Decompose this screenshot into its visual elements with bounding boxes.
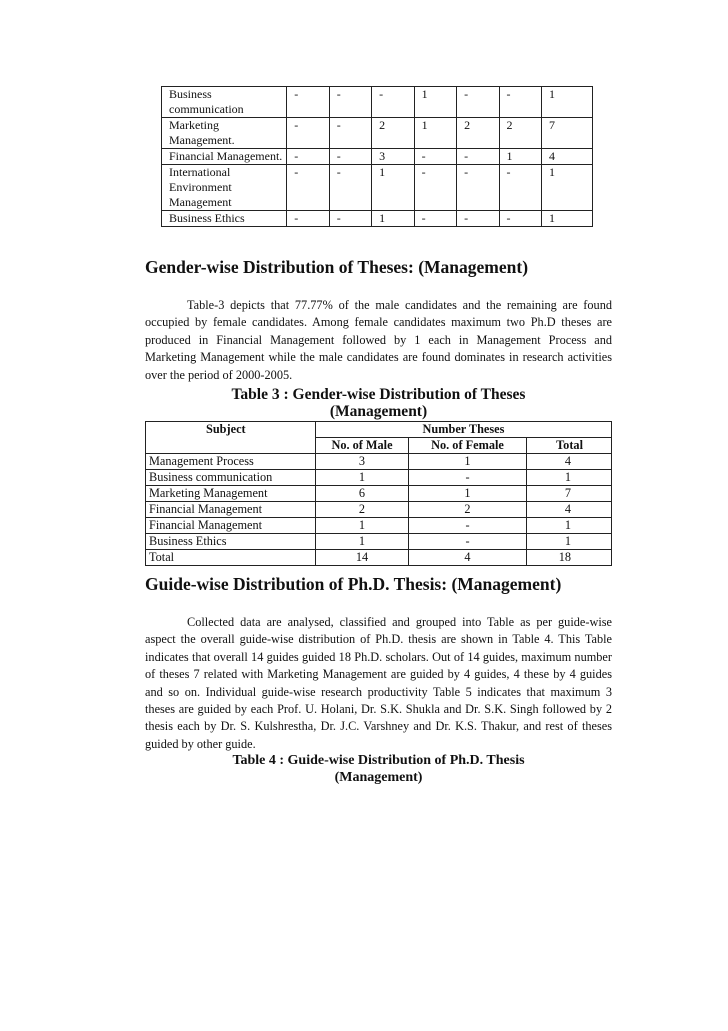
row-value: 3 — [372, 149, 414, 165]
row-value: - — [287, 211, 329, 227]
row-value: - — [414, 165, 456, 211]
table3-caption-line1: Table 3 : Gender-wise Distribution of Theses — [231, 386, 526, 403]
row-value: 2 — [372, 118, 414, 149]
row-value: - — [457, 165, 499, 211]
row-value: - — [414, 149, 456, 165]
gender-wise-paragraph-text: Table-3 depicts that 77.77% of the male candidates and the remaining are found occupied by female candidates. Among female candidates maximum two Ph.D theses are produced in Financial Management followed by 1 each in Management Process and Marketing Management while the male candidates are found dominates in research activities over the period of 2000-2005. — [145, 298, 612, 382]
row-value: - — [457, 211, 499, 227]
row-subject: International Environment Management — [162, 165, 287, 211]
previous-table-row — [162, 165, 593, 211]
table4-caption-line1: Table 4 : Guide-wise Distribution of Ph.D. Thesis — [232, 753, 525, 768]
table3-cell-total: 7 — [527, 486, 612, 502]
previous-table-row — [162, 211, 593, 227]
table3-cell-female: - — [409, 534, 527, 550]
row-value: 7 — [541, 118, 592, 149]
table-row — [146, 502, 612, 518]
table3-cell-subject: Business Ethics — [146, 534, 316, 550]
table3-col-male: No. of Male — [316, 438, 409, 454]
previous-table — [161, 86, 593, 227]
row-value: 4 — [541, 149, 592, 165]
table3-cell-subject: Financial Management — [146, 518, 316, 534]
table3-cell-total: 1 — [527, 518, 612, 534]
table3-cell-subject: Total — [146, 550, 316, 566]
table-row — [146, 486, 612, 502]
table3-cell-female: - — [409, 518, 527, 534]
row-value: - — [329, 149, 371, 165]
table3-col-female: No. of Female — [409, 438, 527, 454]
table3-cell-female: 2 — [409, 502, 527, 518]
row-value: - — [329, 211, 371, 227]
row-subject: Business communication — [162, 87, 287, 118]
guide-wise-paragraph-text: Collected data are analysed, classified and grouped into Table as per guide-wise aspect the overall guide-wise distribution of Ph.D. thesis are shown in Table 4. This Table indicates that overall 14 guides guided 18 Ph.D. scholars. Out of 14 guides, maximum number of theses 7 related with Marketing Management are guided by 4 guides, 4 these by 4 guides and so on. Individual guide-wise research productivity Table 5 indicates that maximum 3 theses are guided by each Prof. U. Holani, Dr. S.K. Shukla and Dr. S.K. Singh followed by 2 thesis each by Dr. S. Kulshrestha, Dr. J.C. Varshney and Dr. K.S. Thakur, and rest of theses guided by other guide. — [145, 615, 612, 751]
guide-wise-paragraph — [145, 614, 612, 753]
row-value: - — [287, 118, 329, 149]
row-value: - — [372, 87, 414, 118]
row-value: - — [499, 87, 541, 118]
row-subject: Business Ethics — [162, 211, 287, 227]
table4-caption — [145, 752, 612, 786]
table3-col-subject-blank — [146, 438, 316, 454]
row-value: - — [457, 87, 499, 118]
previous-table-row — [162, 118, 593, 149]
table3 — [145, 421, 612, 566]
table3-col-subject: Subject — [146, 422, 316, 438]
table3-cell-total: 4 — [527, 502, 612, 518]
row-value: - — [287, 87, 329, 118]
table-row — [146, 534, 612, 550]
table3-cell-male: 2 — [316, 502, 409, 518]
row-value: - — [414, 211, 456, 227]
gender-wise-heading: Gender-wise Distribution of Theses: (Management) — [145, 257, 529, 277]
previous-table-body — [162, 87, 593, 227]
row-value: 2 — [499, 118, 541, 149]
row-value: - — [499, 165, 541, 211]
table3-cell-subject: Marketing Management — [146, 486, 316, 502]
table3-cell-subject: Business communication — [146, 470, 316, 486]
row-value: 1 — [372, 211, 414, 227]
table3-cell-total: 1 — [527, 470, 612, 486]
table-row — [146, 470, 612, 486]
row-value: 1 — [372, 165, 414, 211]
gender-wise-paragraph — [145, 297, 612, 384]
row-value: - — [457, 149, 499, 165]
row-value: 1 — [414, 87, 456, 118]
table3-cell-male: 3 — [316, 454, 409, 470]
table3-cell-male: 1 — [316, 534, 409, 550]
row-value: - — [329, 165, 371, 211]
row-subject: Marketing Management. — [162, 118, 287, 149]
table4-caption-line2: (Management) — [334, 770, 423, 785]
table3-cell-male: 1 — [316, 470, 409, 486]
table3-cell-male: 14 — [316, 550, 409, 566]
table-row — [146, 454, 612, 470]
table3-cell-female: - — [409, 470, 527, 486]
previous-table-row — [162, 87, 593, 118]
row-value: - — [329, 118, 371, 149]
guide-wise-heading: Guide-wise Distribution of Ph.D. Thesis: (Management) — [145, 574, 562, 594]
row-value: 1 — [499, 149, 541, 165]
row-subject: Financial Management. — [162, 149, 287, 165]
table3-cell-male: 6 — [316, 486, 409, 502]
table3-cell-subject: Management Process — [146, 454, 316, 470]
table3-cell-female: 1 — [409, 454, 527, 470]
row-value: 1 — [541, 211, 592, 227]
table3-caption — [145, 386, 612, 420]
row-value: - — [287, 165, 329, 211]
table-row — [146, 550, 612, 566]
table3-caption-line2: (Management) — [329, 403, 428, 420]
row-value: 1 — [541, 87, 592, 118]
table3-cell-total: 4 — [527, 454, 612, 470]
table3-cell-subject: Financial Management — [146, 502, 316, 518]
row-value: 1 — [541, 165, 592, 211]
table3-cell-total: 18 — [527, 550, 612, 566]
table3-cell-male: 1 — [316, 518, 409, 534]
table3-cell-total: 1 — [527, 534, 612, 550]
row-value: - — [499, 211, 541, 227]
table3-col-number: Number Theses — [316, 422, 612, 438]
table3-cell-female: 1 — [409, 486, 527, 502]
table3-body — [146, 454, 612, 566]
row-value: - — [329, 87, 371, 118]
row-value: - — [287, 149, 329, 165]
table-row — [146, 518, 612, 534]
row-value: 2 — [457, 118, 499, 149]
previous-table-row — [162, 149, 593, 165]
table3-col-total: Total — [527, 438, 612, 454]
row-value: 1 — [414, 118, 456, 149]
table3-cell-female: 4 — [409, 550, 527, 566]
